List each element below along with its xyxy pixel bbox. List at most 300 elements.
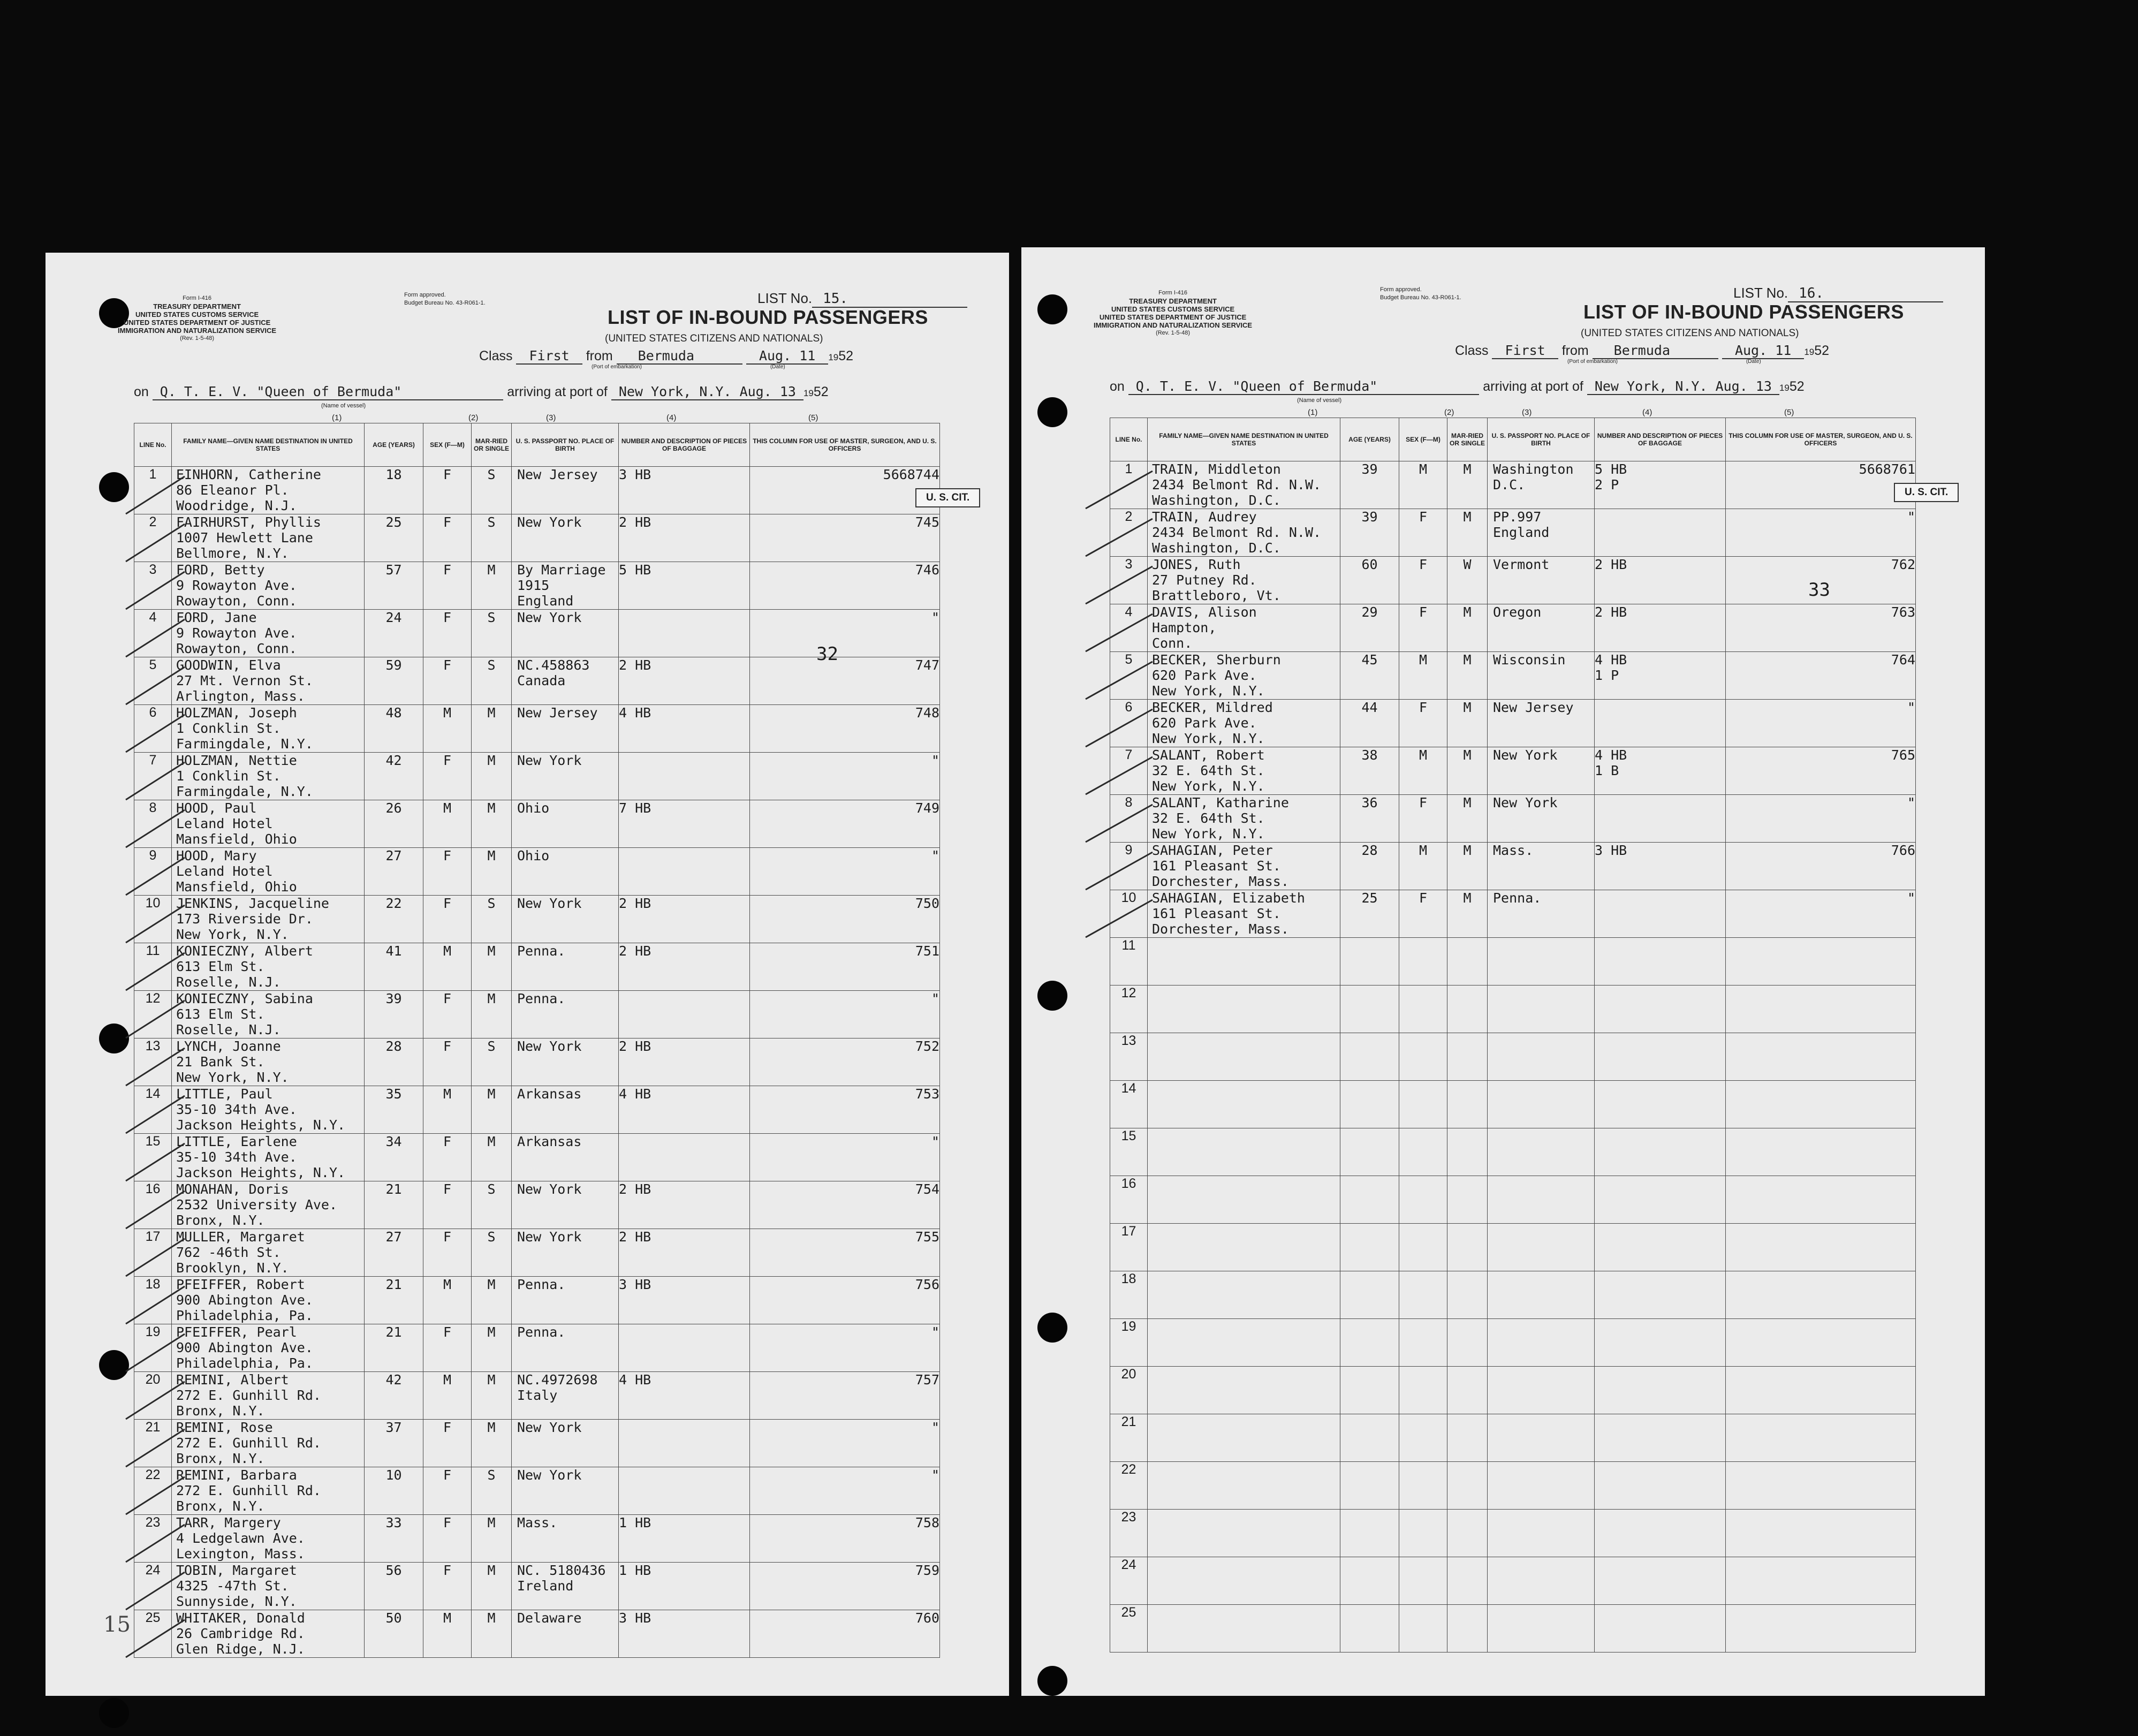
destination-line: 161 Pleasant St.	[1152, 906, 1281, 921]
check-mark	[1086, 900, 1153, 937]
destination-line: 161 Pleasant St.	[1152, 858, 1281, 874]
check-mark	[126, 1000, 185, 1038]
class-value: First	[516, 348, 582, 365]
passport-birthplace-line: England	[1493, 525, 1550, 540]
passenger-name: PFEIFFER, Pearl	[176, 1324, 297, 1340]
departure-date-value: Aug. 11	[1722, 343, 1804, 359]
marital-status: W	[1447, 557, 1488, 604]
marital-status: M	[472, 991, 512, 1038]
passenger-name: MULLER, Margaret	[176, 1229, 305, 1245]
line-number: 8	[134, 800, 172, 848]
baggage-line: 1 B	[1595, 763, 1619, 778]
baggage-value: 5 HB	[619, 562, 651, 578]
passenger-name: LITTLE, Earlene	[176, 1134, 297, 1149]
line-number: 12	[134, 991, 172, 1038]
check-mark	[1086, 519, 1153, 556]
form-subtitle: (UNITED STATES CITIZENS AND NATIONALS)	[605, 333, 823, 344]
officer-entry: "	[750, 610, 940, 657]
passenger-name: SALANT, Katharine	[1152, 795, 1289, 810]
passport-birthplace-line: Washington	[1493, 461, 1574, 477]
line-number: 15	[134, 1134, 172, 1181]
on-label: on	[1110, 379, 1125, 394]
check-mark	[126, 1429, 185, 1467]
passport-birthplace-line: New York	[517, 896, 582, 911]
baggage-value: 2 HB	[619, 1181, 651, 1197]
passport-birthplace-line: New York	[517, 1229, 582, 1245]
check-mark	[126, 762, 185, 800]
age: 33	[365, 1515, 423, 1563]
embarkation-port-value: Bermuda	[617, 348, 742, 365]
year-value: 52	[1814, 343, 1830, 358]
officer-entry: "	[750, 1420, 940, 1467]
destination-line: Bronx, N.Y.	[176, 1403, 265, 1419]
passenger-name: HOOD, Paul	[176, 800, 257, 816]
sex: F	[423, 991, 472, 1038]
sex: F	[423, 896, 472, 943]
arrival-year-value: 52	[813, 384, 829, 399]
passenger-name: GOODWIN, Elva	[176, 657, 281, 673]
officer-entry: 763	[1726, 604, 1916, 652]
check-mark	[126, 1382, 185, 1419]
column-number: (1)	[1308, 408, 1318, 417]
marital-status: S	[472, 610, 512, 657]
line-number: 25	[1110, 1605, 1148, 1652]
passport-birthplace-line: New York	[1493, 747, 1558, 763]
destination-line: 1 Conklin St.	[176, 768, 281, 784]
age: 56	[365, 1563, 423, 1610]
destination-line: 35-10 34th Ave.	[176, 1102, 297, 1117]
column-header-passport: U. S. PASSPORT NO. PLACE OF BIRTH	[1488, 418, 1595, 461]
handwritten-annotation: 32	[816, 643, 838, 665]
check-mark	[126, 1525, 185, 1562]
on-label: on	[134, 384, 149, 399]
sex: F	[423, 1324, 472, 1372]
passenger-name: REMINI, Rose	[176, 1420, 273, 1435]
embarkation-port-value: Bermuda	[1593, 343, 1718, 359]
sex: F	[1399, 557, 1447, 604]
baggage-value: 3 HB	[619, 1277, 651, 1292]
sex: F	[423, 514, 472, 562]
destination-line: New York, N.Y.	[176, 1070, 289, 1085]
passport-birthplace-line: New York	[517, 1467, 582, 1483]
officer-entry: "	[1726, 509, 1916, 557]
destination-line: 32 E. 64th St.	[1152, 810, 1265, 826]
marital-status: S	[472, 657, 512, 705]
destination-line: 272 E. Gunhill Rd.	[176, 1435, 321, 1451]
baggage-value: 4 HB	[619, 705, 651, 721]
line-number: 2	[134, 514, 172, 562]
destination-line: 26 Cambridge Rd.	[176, 1626, 305, 1641]
passenger-name: SAHAGIAN, Elizabeth	[1152, 890, 1305, 906]
destination-line: Roselle, N.J.	[176, 974, 281, 990]
passport-birthplace-line: Canada	[517, 673, 566, 688]
age: 41	[365, 943, 423, 991]
line-number: 1	[134, 467, 172, 514]
class-label: Class	[1455, 343, 1489, 358]
age: 44	[1340, 700, 1399, 747]
sex: F	[423, 1467, 472, 1515]
passenger-name: LYNCH, Joanne	[176, 1038, 281, 1054]
passport-birthplace-line: New Jersey	[517, 467, 598, 482]
line-number: 23	[134, 1515, 172, 1563]
passport-birthplace-line: Ohio	[517, 800, 550, 816]
marital-status: S	[472, 467, 512, 514]
passport-birthplace-line: Italy	[517, 1388, 558, 1403]
passport-birthplace-line: New York	[517, 514, 582, 530]
destination-line: 762 -46th St.	[176, 1245, 281, 1260]
manifest-page-left	[46, 253, 1009, 1696]
destination-line: Farmingdale, N.Y.	[176, 736, 313, 752]
from-label: from	[586, 348, 613, 363]
destination-line: Lexington, Mass.	[176, 1546, 305, 1561]
baggage-line: 5 HB	[1595, 461, 1627, 477]
baggage-value: 1 HB	[619, 1515, 651, 1530]
line-number: 16	[134, 1181, 172, 1229]
column-number: (1)	[332, 413, 342, 422]
check-mark	[126, 953, 185, 990]
marital-status: M	[472, 943, 512, 991]
sex: F	[423, 1515, 472, 1563]
marital-status: M	[472, 1086, 512, 1134]
destination-line: Washington, D.C.	[1152, 540, 1281, 556]
column-number: (2)	[1444, 408, 1454, 417]
baggage-line: 2 P	[1595, 477, 1619, 492]
age: 59	[365, 657, 423, 705]
marital-status: M	[1447, 843, 1488, 890]
passenger-name: WHITAKER, Donald	[176, 1610, 305, 1626]
marital-status: M	[472, 1610, 512, 1658]
check-mark	[126, 1143, 185, 1181]
marital-status: M	[472, 1324, 512, 1372]
baggage-value: 3 HB	[619, 1610, 651, 1626]
officer-entry: 5668761	[1726, 461, 1916, 509]
check-mark	[126, 1620, 185, 1657]
handwritten-annotation: 33	[1808, 579, 1830, 601]
check-mark	[1086, 566, 1153, 604]
destination-line: Brattleboro, Vt.	[1152, 588, 1281, 603]
line-number: 9	[134, 848, 172, 896]
passenger-name: EINHORN, Catherine	[176, 467, 321, 482]
baggage-value: 2 HB	[619, 943, 651, 959]
vessel-caption: (Name of vessel)	[1297, 397, 1342, 404]
check-mark	[126, 858, 185, 895]
line-number: 11	[1110, 938, 1148, 985]
date-caption: (Date)	[1746, 359, 1761, 365]
baggage-line: 4 HB	[1595, 652, 1627, 668]
destination-line: 900 Abington Ave.	[176, 1292, 313, 1308]
line-number: 13	[1110, 1033, 1148, 1081]
vessel-name-value: Q. T. E. V. "Queen of Bermuda"	[1128, 378, 1480, 395]
marital-status: M	[472, 562, 512, 610]
destination-line: New York, N.Y.	[176, 927, 289, 942]
column-number: (4)	[1642, 408, 1652, 417]
column-header-line: LINE No.	[1110, 418, 1148, 461]
passport-birthplace-line: By Marriage	[517, 562, 606, 578]
line-number: 15	[1110, 1128, 1148, 1176]
passport-birthplace-line: New York	[517, 1038, 582, 1054]
sex: F	[423, 1229, 472, 1277]
sex: F	[423, 848, 472, 896]
line-number: 6	[134, 705, 172, 753]
age: 21	[365, 1277, 423, 1324]
line-number: 7	[1110, 747, 1148, 795]
check-mark	[126, 810, 185, 847]
age: 50	[365, 1610, 423, 1658]
age: 45	[1340, 652, 1399, 700]
check-mark	[126, 715, 185, 752]
officer-entry: 746	[750, 562, 940, 610]
officer-entry: 766	[1726, 843, 1916, 890]
column-header-officers: THIS COLUMN FOR USE OF MASTER, SURGEON, AND U. S. OFFICERS	[750, 423, 940, 467]
marital-status: M	[1447, 747, 1488, 795]
sex: M	[1399, 652, 1447, 700]
age: 21	[365, 1324, 423, 1372]
vessel-caption: (Name of vessel)	[321, 403, 366, 409]
passport-birthplace-line: New Jersey	[1493, 700, 1574, 715]
marital-status: M	[1447, 890, 1488, 938]
check-mark	[1086, 852, 1153, 890]
passport-birthplace-line: Arkansas	[517, 1134, 582, 1149]
age: 39	[1340, 461, 1399, 509]
line-number: 13	[134, 1038, 172, 1086]
marital-status: M	[1447, 461, 1488, 509]
marital-status: M	[472, 1515, 512, 1563]
sex: F	[423, 1038, 472, 1086]
form-dept-line: IMMIGRATION AND NATURALIZATION SERVICE	[1094, 321, 1253, 329]
passport-birthplace-line: Penna.	[517, 943, 566, 959]
approval-line: Form approved.	[1380, 286, 1422, 293]
destination-line: 9 Rowayton Ave.	[176, 625, 297, 641]
line-number: 3	[134, 562, 172, 610]
destination-line: 272 E. Gunhill Rd.	[176, 1388, 321, 1403]
column-header-sex: SEX (F—M)	[1399, 418, 1447, 461]
passenger-name: HOLZMAN, Nettie	[176, 753, 297, 768]
check-mark	[126, 1096, 185, 1133]
destination-line: 2532 University Ave.	[176, 1197, 338, 1212]
passport-birthplace-line: PP.997	[1493, 509, 1542, 525]
check-mark	[126, 572, 185, 609]
baggage-line: 1 P	[1595, 668, 1619, 683]
passenger-name: SALANT, Robert	[1152, 747, 1265, 763]
destination-line: Bellmore, N.Y.	[176, 545, 289, 561]
passport-birthplace-line: NC. 5180436	[517, 1563, 606, 1578]
port-caption: (Port of embarkation)	[1567, 359, 1618, 365]
line-number: 11	[134, 943, 172, 991]
marital-status: S	[472, 896, 512, 943]
officer-entry: 759	[750, 1563, 940, 1610]
destination-line: 32 E. 64th St.	[1152, 763, 1265, 778]
baggage-value: 4 HB	[619, 1086, 651, 1102]
officer-entry: 760	[750, 1610, 940, 1658]
officer-entry: 764	[1726, 652, 1916, 700]
arrival-port-date-value: New York, N.Y. Aug. 13	[1587, 378, 1779, 395]
destination-line: Arlington, Mass.	[176, 688, 305, 704]
passport-birthplace-line: Ireland	[517, 1578, 574, 1594]
marital-status: M	[472, 753, 512, 800]
destination-line: 613 Elm St.	[176, 959, 265, 974]
check-mark	[1086, 805, 1153, 842]
age: 18	[365, 467, 423, 514]
approval-line: Form approved.	[404, 292, 446, 298]
line-number: 14	[1110, 1081, 1148, 1128]
marital-status: S	[472, 1181, 512, 1229]
age: 37	[365, 1420, 423, 1467]
sex: F	[423, 562, 472, 610]
date-caption: (Date)	[770, 364, 785, 370]
marital-status: M	[1447, 795, 1488, 843]
passenger-name: LITTLE, Paul	[176, 1086, 273, 1102]
destination-line: Dorchester, Mass.	[1152, 874, 1289, 889]
passenger-name: DAVIS, Alison	[1152, 604, 1257, 620]
sex: M	[1399, 461, 1447, 509]
baggage-value: 2 HB	[619, 1229, 651, 1245]
officer-entry: "	[750, 848, 940, 896]
column-header-sex: SEX (F—M)	[423, 423, 472, 467]
destination-line: Philadelphia, Pa.	[176, 1308, 313, 1323]
officer-entry: 755	[750, 1229, 940, 1277]
officer-entry: 754	[750, 1181, 940, 1229]
destination-line: 9 Rowayton Ave.	[176, 578, 297, 593]
line-number: 21	[1110, 1414, 1148, 1462]
us-citizen-stamp: U. S. CIT.	[1894, 483, 1959, 502]
margin-mark: 15	[103, 1612, 131, 1637]
officer-entry: "	[750, 1467, 940, 1515]
year-prefix: 19	[803, 388, 814, 398]
form-dept-line: UNITED STATES DEPARTMENT OF JUSTICE	[1099, 313, 1247, 321]
baggage-value: 1 HB	[619, 1563, 651, 1578]
check-mark	[126, 1286, 185, 1324]
age: 26	[365, 800, 423, 848]
column-header-name: FAMILY NAME—GIVEN NAME DESTINATION IN UNITED STATES	[1148, 418, 1340, 461]
sex: M	[1399, 843, 1447, 890]
passenger-name: MONAHAN, Doris	[176, 1181, 289, 1197]
destination-line: 4 Ledgelawn Ave.	[176, 1530, 305, 1546]
check-mark	[1086, 757, 1153, 794]
officer-entry: 762	[1726, 557, 1916, 604]
destination-line: Bronx, N.Y.	[176, 1451, 265, 1466]
marital-status: M	[472, 705, 512, 753]
port-caption: (Port of embarkation)	[592, 364, 642, 370]
marital-status: M	[472, 1372, 512, 1420]
column-number: (5)	[1784, 408, 1794, 417]
approval-line: Budget Bureau No. 43-R061-1.	[1380, 294, 1461, 301]
sex: F	[1399, 509, 1447, 557]
line-number: 16	[1110, 1176, 1148, 1224]
sex: F	[1399, 700, 1447, 747]
check-mark	[126, 1334, 185, 1371]
sex: M	[423, 1372, 472, 1420]
passenger-name: FORD, Jane	[176, 610, 257, 625]
destination-line: 27 Putney Rd.	[1152, 572, 1257, 588]
passport-birthplace-line: 1915	[517, 578, 550, 593]
officer-entry: 758	[750, 1515, 940, 1563]
age: 10	[365, 1467, 423, 1515]
destination-line: Hampton,	[1152, 620, 1217, 635]
year-prefix: 19	[828, 352, 839, 362]
destination-line: 900 Abington Ave.	[176, 1340, 313, 1355]
sex: M	[423, 1277, 472, 1324]
age: 42	[365, 1372, 423, 1420]
form-subtitle: (UNITED STATES CITIZENS AND NATIONALS)	[1581, 328, 1799, 339]
year-value: 52	[838, 348, 854, 363]
passenger-name: BECKER, Sherburn	[1152, 652, 1281, 668]
column-header-mar: MAR-RIED OR SINGLE	[1447, 418, 1488, 461]
officer-entry: 748	[750, 705, 940, 753]
officer-entry: "	[750, 753, 940, 800]
passport-birthplace-line: Wisconsin	[1493, 652, 1566, 668]
baggage-value: 2 HB	[619, 657, 651, 673]
passport-birthplace-line: New York	[517, 753, 582, 768]
age: 57	[365, 562, 423, 610]
check-marks	[1021, 247, 1985, 1696]
list-number-label: LIST No.	[757, 290, 813, 306]
destination-line: Mansfield, Ohio	[176, 831, 297, 847]
line-number: 21	[134, 1420, 172, 1467]
list-number-value: 16.	[1788, 285, 1943, 302]
destination-line: Philadelphia, Pa.	[176, 1355, 313, 1371]
officer-entry: 765	[1726, 747, 1916, 795]
destination-line: Conn.	[1152, 635, 1193, 651]
officer-entry: "	[1726, 700, 1916, 747]
column-number: (3)	[1522, 408, 1532, 417]
form-dept-line: Form I-416	[183, 295, 211, 301]
marital-status: S	[472, 514, 512, 562]
marital-status: S	[472, 1038, 512, 1086]
passenger-name: TARR, Margery	[176, 1515, 281, 1530]
destination-line: Woodridge, N.J.	[176, 498, 297, 513]
line-number: 2	[1110, 509, 1148, 557]
check-mark	[1086, 709, 1153, 747]
age: 35	[365, 1086, 423, 1134]
check-mark	[126, 476, 185, 514]
sex: M	[423, 705, 472, 753]
form-dept-line: TREASURY DEPARTMENT	[1129, 297, 1217, 305]
age: 42	[365, 753, 423, 800]
destination-line: Mansfield, Ohio	[176, 879, 297, 894]
age: 48	[365, 705, 423, 753]
line-number: 5	[134, 657, 172, 705]
year-prefix: 19	[1804, 347, 1815, 357]
baggage-line: 4 HB	[1595, 747, 1627, 763]
passenger-name: KONIECZNY, Sabina	[176, 991, 313, 1006]
sex: M	[423, 800, 472, 848]
passport-birthplace-line: New York	[517, 1181, 582, 1197]
age: 28	[365, 1038, 423, 1086]
column-header-passport: U. S. PASSPORT NO. PLACE OF BIRTH	[512, 423, 619, 467]
destination-line: 27 Mt. Vernon St.	[176, 673, 313, 688]
destination-line: New York, N.Y.	[1152, 778, 1265, 794]
line-number: 19	[134, 1324, 172, 1372]
passport-birthplace-line: Oregon	[1493, 604, 1542, 620]
line-number: 9	[1110, 843, 1148, 890]
sex: M	[423, 1610, 472, 1658]
destination-line: 86 Eleanor Pl.	[176, 482, 289, 498]
passport-birthplace-line: Penna.	[517, 1277, 566, 1292]
officer-entry: "	[750, 991, 940, 1038]
destination-line: 620 Park Ave.	[1152, 668, 1257, 683]
destination-line: Bronx, N.Y.	[176, 1498, 265, 1514]
age: 28	[1340, 843, 1399, 890]
age: 60	[1340, 557, 1399, 604]
form-dept-line: Form I-416	[1158, 290, 1187, 296]
passenger-name: KONIECZNY, Albert	[176, 943, 313, 959]
check-mark	[126, 1572, 185, 1610]
sex: F	[423, 610, 472, 657]
sex: F	[423, 1134, 472, 1181]
age: 25	[365, 514, 423, 562]
officer-entry: 745	[750, 514, 940, 562]
passenger-name: PFEIFFER, Robert	[176, 1277, 305, 1292]
